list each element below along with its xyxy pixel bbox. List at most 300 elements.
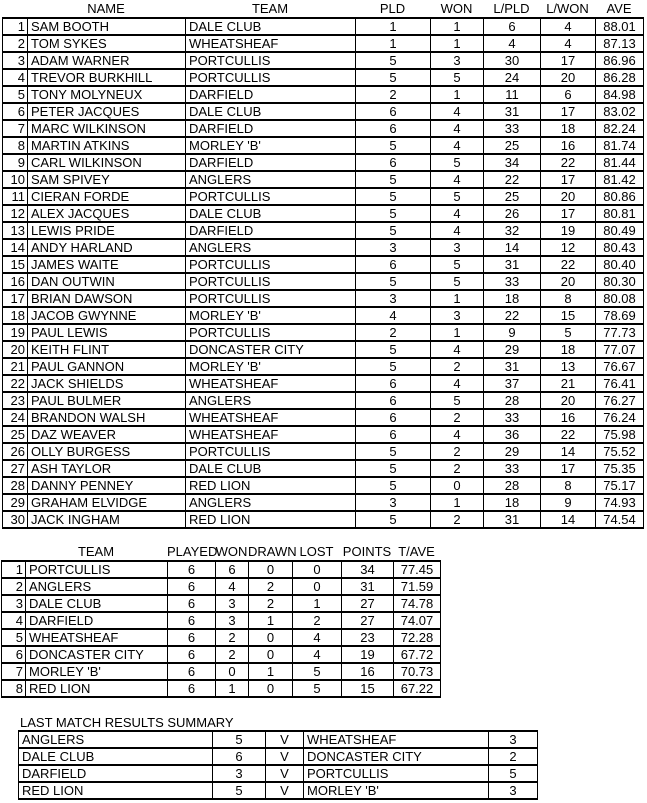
cell-name: ADAM WARNER: [28, 52, 186, 69]
cell-team: WHEATSHEAF: [186, 409, 356, 426]
cell-rank: 8: [2, 680, 26, 697]
cell-lwon: 21: [541, 375, 596, 392]
cell-pld: 5: [356, 69, 431, 86]
cell-away: WHEATSHEAF: [304, 731, 489, 748]
cell-lpld: 33: [484, 460, 541, 477]
cell-lwon: 19: [541, 222, 596, 239]
cell-ave: 87.13: [596, 35, 644, 52]
cell-ave: 84.98: [596, 86, 644, 103]
cell-lwon: 14: [541, 511, 596, 528]
table-row: [3, 375, 644, 392]
cell-lpld: 4: [484, 35, 541, 52]
cell-name: BRANDON WALSH: [28, 409, 186, 426]
table-row: [3, 69, 644, 86]
table-row: [3, 120, 644, 137]
cell-won: 5: [431, 392, 484, 409]
cell-team: DONCASTER CITY: [26, 646, 168, 663]
cell-rank: 3: [2, 595, 26, 612]
cell-ave: 75.52: [596, 443, 644, 460]
cell-won: 6: [216, 561, 249, 578]
cell-rank: 8: [3, 137, 28, 154]
cell-team: WHEATSHEAF: [186, 426, 356, 443]
cell-points: 34: [342, 561, 394, 578]
cell-team: DARFIELD: [26, 612, 168, 629]
cell-team: WHEATSHEAF: [26, 629, 168, 646]
cell-team: MORLEY 'B': [186, 358, 356, 375]
cell-pld: 6: [356, 392, 431, 409]
cell-won: 2: [431, 443, 484, 460]
cell-rank: 23: [3, 392, 28, 409]
cell-rank: 6: [3, 103, 28, 120]
cell-ave: 76.67: [596, 358, 644, 375]
cell-team: PORTCULLIS: [186, 256, 356, 273]
cell-lwon: 20: [541, 392, 596, 409]
cell-pld: 5: [356, 222, 431, 239]
cell-name: LEWIS PRIDE: [28, 222, 186, 239]
cell-lwon: 4: [541, 35, 596, 52]
table-row: [3, 18, 644, 35]
cell-name: MARC WILKINSON: [28, 120, 186, 137]
cell-lpld: 31: [484, 256, 541, 273]
cell-lwon: 17: [541, 103, 596, 120]
cell-team: RED LION: [186, 477, 356, 494]
cell-lpld: 22: [484, 171, 541, 188]
cell-lpld: 36: [484, 426, 541, 443]
cell-lost: 1: [293, 595, 342, 612]
table-row: [3, 324, 644, 341]
cell-ave: 77.07: [596, 341, 644, 358]
cell-rank: 2: [3, 35, 28, 52]
cell-won: 1: [431, 35, 484, 52]
cell-won: 4: [431, 426, 484, 443]
cell-won: 3: [216, 595, 249, 612]
cell-team: MORLEY 'B': [186, 137, 356, 154]
cell-home_score: 5: [213, 782, 266, 799]
cell-away_score: 3: [489, 731, 538, 748]
cell-name: DAN OUTWIN: [28, 273, 186, 290]
cell-lwon: 20: [541, 188, 596, 205]
cell-pld: 2: [356, 324, 431, 341]
cell-pld: 5: [356, 52, 431, 69]
cell-won: 1: [431, 494, 484, 511]
table-row: [19, 782, 538, 799]
cell-lwon: 6: [541, 86, 596, 103]
team-header-played: PLAYED: [167, 544, 218, 559]
cell-name: OLLY BURGESS: [28, 443, 186, 460]
cell-name: MARTIN ATKINS: [28, 137, 186, 154]
cell-lwon: 17: [541, 460, 596, 477]
cell-lpld: 25: [484, 137, 541, 154]
cell-lpld: 26: [484, 205, 541, 222]
cell-lpld: 33: [484, 273, 541, 290]
cell-ave: 74.93: [596, 494, 644, 511]
cell-lpld: 14: [484, 239, 541, 256]
table-row: [2, 561, 441, 578]
team-standings-body: [2, 561, 441, 697]
table-row: [3, 205, 644, 222]
cell-team: WHEATSHEAF: [186, 35, 356, 52]
player-header-rank-spacer: [2, 1, 27, 17]
cell-ave: 76.41: [596, 375, 644, 392]
cell-rank: 4: [3, 69, 28, 86]
cell-lwon: 22: [541, 256, 596, 273]
cell-lwon: 16: [541, 409, 596, 426]
cell-rank: 15: [3, 256, 28, 273]
cell-rank: 22: [3, 375, 28, 392]
cell-team: ANGLERS: [186, 392, 356, 409]
cell-pld: 5: [356, 137, 431, 154]
cell-ave: 80.08: [596, 290, 644, 307]
table-row: [3, 171, 644, 188]
cell-ave: 76.24: [596, 409, 644, 426]
table-row: [3, 392, 644, 409]
table-row: [2, 612, 441, 629]
cell-lwon: 17: [541, 52, 596, 69]
cell-lpld: 22: [484, 307, 541, 324]
cell-points: 23: [342, 629, 394, 646]
cell-drawn: 1: [249, 612, 293, 629]
table-row: [3, 154, 644, 171]
cell-points: 15: [342, 680, 394, 697]
cell-pld: 6: [356, 256, 431, 273]
cell-away: DONCASTER CITY: [304, 748, 489, 765]
cell-lpld: 25: [484, 188, 541, 205]
cell-ave: 80.40: [596, 256, 644, 273]
cell-played: 6: [168, 561, 216, 578]
cell-played: 6: [168, 612, 216, 629]
cell-name: CARL WILKINSON: [28, 154, 186, 171]
cell-ave: 82.24: [596, 120, 644, 137]
cell-team: DARFIELD: [186, 120, 356, 137]
cell-pld: 6: [356, 103, 431, 120]
cell-name: PAUL GANNON: [28, 358, 186, 375]
cell-lost: 0: [293, 561, 342, 578]
cell-pld: 5: [356, 205, 431, 222]
cell-lpld: 34: [484, 154, 541, 171]
cell-lpld: 11: [484, 86, 541, 103]
cell-team: ANGLERS: [186, 239, 356, 256]
cell-ave: 81.74: [596, 137, 644, 154]
cell-away_score: 3: [489, 782, 538, 799]
cell-rank: 9: [3, 154, 28, 171]
cell-lpld: 31: [484, 511, 541, 528]
cell-team: ANGLERS: [186, 494, 356, 511]
cell-name: SAM BOOTH: [28, 18, 186, 35]
cell-drawn: 2: [249, 578, 293, 595]
cell-rank: 4: [2, 612, 26, 629]
cell-rank: 14: [3, 239, 28, 256]
table-row: [3, 511, 644, 528]
cell-pld: 6: [356, 120, 431, 137]
cell-rank: 16: [3, 273, 28, 290]
last-match-results-body: [19, 731, 538, 799]
cell-rank: 3: [3, 52, 28, 69]
cell-name: DAZ WEAVER: [28, 426, 186, 443]
cell-name: PAUL LEWIS: [28, 324, 186, 341]
team-header-points: POINTS: [342, 544, 392, 559]
cell-name: TREVOR BURKHILL: [28, 69, 186, 86]
cell-home: DARFIELD: [19, 765, 213, 782]
cell-tave: 72.28: [394, 629, 441, 646]
table-row: [3, 358, 644, 375]
cell-ave: 74.54: [596, 511, 644, 528]
cell-played: 6: [168, 595, 216, 612]
cell-won: 2: [431, 460, 484, 477]
cell-name: CIERAN FORDE: [28, 188, 186, 205]
cell-won: 4: [431, 375, 484, 392]
table-row: [3, 137, 644, 154]
cell-pld: 3: [356, 290, 431, 307]
table-row: [3, 188, 644, 205]
cell-lwon: 13: [541, 358, 596, 375]
cell-home: DALE CLUB: [19, 748, 213, 765]
cell-lwon: 18: [541, 341, 596, 358]
cell-ave: 86.96: [596, 52, 644, 69]
cell-pld: 5: [356, 273, 431, 290]
cell-won: 5: [431, 154, 484, 171]
table-row: [3, 35, 644, 52]
cell-team: DALE CLUB: [186, 18, 356, 35]
cell-lwon: 20: [541, 273, 596, 290]
cell-rank: 11: [3, 188, 28, 205]
cell-pld: 3: [356, 494, 431, 511]
cell-tave: 67.72: [394, 646, 441, 663]
cell-team: RED LION: [186, 511, 356, 528]
cell-lpld: 31: [484, 358, 541, 375]
cell-team: ANGLERS: [26, 578, 168, 595]
cell-team: DALE CLUB: [186, 103, 356, 120]
cell-home: RED LION: [19, 782, 213, 799]
cell-won: 3: [216, 612, 249, 629]
cell-points: 19: [342, 646, 394, 663]
cell-lpld: 30: [484, 52, 541, 69]
cell-home_score: 3: [213, 765, 266, 782]
cell-pld: 5: [356, 341, 431, 358]
last-match-results-table: [18, 730, 538, 800]
cell-ave: 78.69: [596, 307, 644, 324]
cell-played: 6: [168, 578, 216, 595]
cell-pld: 5: [356, 460, 431, 477]
cell-name: ALEX JACQUES: [28, 205, 186, 222]
cell-pld: 5: [356, 477, 431, 494]
table-row: [3, 494, 644, 511]
cell-name: ANDY HARLAND: [28, 239, 186, 256]
cell-lwon: 4: [541, 18, 596, 35]
player-standings-body: [3, 18, 644, 528]
cell-won: 4: [431, 205, 484, 222]
cell-name: JAMES WAITE: [28, 256, 186, 273]
cell-lwon: 5: [541, 324, 596, 341]
cell-name: JACOB GWYNNE: [28, 307, 186, 324]
cell-name: GRAHAM ELVIDGE: [28, 494, 186, 511]
cell-won: 1: [216, 680, 249, 697]
cell-lpld: 32: [484, 222, 541, 239]
cell-won: 1: [431, 324, 484, 341]
cell-lost: 4: [293, 646, 342, 663]
cell-lwon: 18: [541, 120, 596, 137]
cell-points: 27: [342, 595, 394, 612]
table-row: [3, 239, 644, 256]
cell-tave: 74.78: [394, 595, 441, 612]
cell-lwon: 15: [541, 307, 596, 324]
cell-ave: 77.73: [596, 324, 644, 341]
player-header-lwon: L/WON: [546, 1, 589, 16]
team-table-header: [1, 545, 647, 559]
cell-won: 4: [216, 578, 249, 595]
cell-lpld: 18: [484, 494, 541, 511]
cell-played: 6: [168, 680, 216, 697]
cell-team: RED LION: [26, 680, 168, 697]
cell-team: DONCASTER CITY: [186, 341, 356, 358]
cell-lpld: 29: [484, 341, 541, 358]
cell-lpld: 33: [484, 120, 541, 137]
cell-rank: 1: [3, 18, 28, 35]
cell-lwon: 17: [541, 205, 596, 222]
cell-versus: V: [266, 748, 304, 765]
cell-rank: 13: [3, 222, 28, 239]
cell-won: 4: [431, 341, 484, 358]
cell-drawn: 0: [249, 680, 293, 697]
cell-rank: 30: [3, 511, 28, 528]
cell-name: JACK INGHAM: [28, 511, 186, 528]
cell-won: 2: [431, 511, 484, 528]
cell-lpld: 29: [484, 443, 541, 460]
table-row: [3, 426, 644, 443]
cell-name: JACK SHIELDS: [28, 375, 186, 392]
cell-rank: 21: [3, 358, 28, 375]
table-row: [3, 443, 644, 460]
league-standings-page: [0, 1, 647, 803]
cell-won: 3: [431, 239, 484, 256]
team-header-lost: LOST: [299, 544, 334, 559]
cell-ave: 75.98: [596, 426, 644, 443]
cell-lpld: 28: [484, 477, 541, 494]
cell-pld: 5: [356, 188, 431, 205]
cell-versus: V: [266, 731, 304, 748]
cell-won: 1: [431, 86, 484, 103]
cell-rank: 2: [2, 578, 26, 595]
cell-won: 4: [431, 222, 484, 239]
cell-won: 4: [431, 137, 484, 154]
cell-won: 5: [431, 273, 484, 290]
cell-lpld: 28: [484, 392, 541, 409]
table-row: [3, 477, 644, 494]
table-row: [19, 765, 538, 782]
table-row: [3, 86, 644, 103]
cell-rank: 18: [3, 307, 28, 324]
cell-home: ANGLERS: [19, 731, 213, 748]
table-row: [3, 341, 644, 358]
cell-won: 2: [431, 409, 484, 426]
cell-rank: 28: [3, 477, 28, 494]
cell-tave: 70.73: [394, 663, 441, 680]
cell-versus: V: [266, 782, 304, 799]
cell-won: 5: [431, 69, 484, 86]
player-header-ave: AVE: [606, 1, 632, 16]
cell-name: TONY MOLYNEUX: [28, 86, 186, 103]
cell-drawn: 0: [249, 561, 293, 578]
cell-won: 1: [431, 18, 484, 35]
cell-pld: 5: [356, 511, 431, 528]
player-standings-table: [2, 17, 644, 529]
table-row: [2, 680, 441, 697]
cell-team: MORLEY 'B': [186, 307, 356, 324]
cell-lpld: 31: [484, 103, 541, 120]
cell-rank: 19: [3, 324, 28, 341]
cell-ave: 75.35: [596, 460, 644, 477]
team-standings-table: [1, 560, 441, 698]
cell-ave: 81.44: [596, 154, 644, 171]
cell-name: ASH TAYLOR: [28, 460, 186, 477]
cell-lpld: 18: [484, 290, 541, 307]
cell-ave: 86.28: [596, 69, 644, 86]
cell-points: 31: [342, 578, 394, 595]
cell-team: PORTCULLIS: [186, 52, 356, 69]
cell-pld: 1: [356, 35, 431, 52]
cell-lost: 5: [293, 663, 342, 680]
cell-pld: 3: [356, 239, 431, 256]
cell-team: PORTCULLIS: [26, 561, 168, 578]
cell-rank: 6: [2, 646, 26, 663]
cell-name: KEITH FLINT: [28, 341, 186, 358]
table-row: [19, 731, 538, 748]
table-row: [3, 290, 644, 307]
player-header-pld: PLD: [379, 1, 406, 16]
cell-tave: 71.59: [394, 578, 441, 595]
cell-home_score: 5: [213, 731, 266, 748]
cell-lost: 4: [293, 629, 342, 646]
table-row: [19, 748, 538, 765]
cell-pld: 5: [356, 171, 431, 188]
cell-team: WHEATSHEAF: [186, 375, 356, 392]
table-row: [2, 578, 441, 595]
cell-lwon: 12: [541, 239, 596, 256]
cell-team: PORTCULLIS: [186, 443, 356, 460]
cell-ave: 80.30: [596, 273, 644, 290]
cell-ave: 80.43: [596, 239, 644, 256]
team-header-tave: T/AVE: [398, 544, 435, 559]
cell-team: ANGLERS: [186, 171, 356, 188]
cell-lpld: 37: [484, 375, 541, 392]
cell-drawn: 1: [249, 663, 293, 680]
cell-lpld: 33: [484, 409, 541, 426]
player-header-lpld: L/PLD: [493, 1, 530, 16]
cell-name: DANNY PENNEY: [28, 477, 186, 494]
cell-pld: 6: [356, 154, 431, 171]
table-row: [3, 460, 644, 477]
cell-pld: 6: [356, 375, 431, 392]
cell-won: 3: [431, 307, 484, 324]
cell-ave: 88.01: [596, 18, 644, 35]
cell-won: 2: [216, 629, 249, 646]
cell-won: 4: [431, 120, 484, 137]
cell-team: PORTCULLIS: [186, 273, 356, 290]
cell-points: 27: [342, 612, 394, 629]
cell-team: DALE CLUB: [186, 205, 356, 222]
cell-pld: 4: [356, 307, 431, 324]
cell-pld: 2: [356, 86, 431, 103]
cell-won: 1: [431, 290, 484, 307]
table-row: [2, 629, 441, 646]
cell-rank: 7: [2, 663, 26, 680]
cell-points: 16: [342, 663, 394, 680]
cell-rank: 17: [3, 290, 28, 307]
cell-ave: 80.81: [596, 205, 644, 222]
cell-drawn: 0: [249, 629, 293, 646]
cell-away: MORLEY 'B': [304, 782, 489, 799]
cell-won: 5: [431, 188, 484, 205]
cell-team: DARFIELD: [186, 154, 356, 171]
